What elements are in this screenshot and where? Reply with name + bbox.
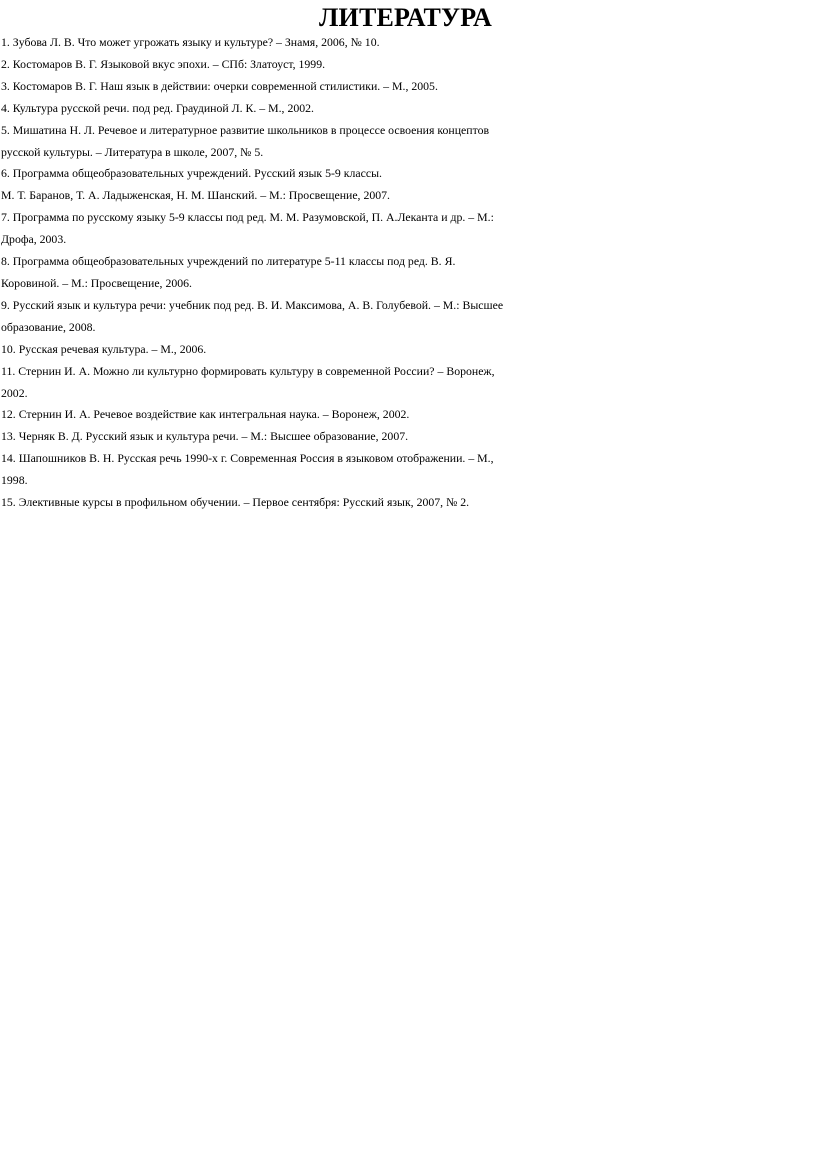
- reference-line: Дрофа, 2003.: [1, 232, 67, 247]
- reference-item: [1, 361, 810, 405]
- reference-item: [1, 32, 810, 54]
- reference-item: [1, 295, 810, 339]
- reference-item: [1, 448, 810, 492]
- reference-line: образование, 2008.: [1, 319, 96, 334]
- reference-item: [1, 120, 810, 164]
- reference-line: Коровиной. – М.: Просвещение, 2006.: [1, 275, 193, 290]
- reference-line: 4. Культура русской речи. под ред. Граудиной Л. К. – М., 2002.: [1, 100, 315, 115]
- reference-line: 3. Костомаров В. Г. Наш язык в действии: очерки современной стилистики. – М., 2005.: [1, 78, 438, 93]
- reference-line: М. Т. Баранов, Т. А. Ладыженская, Н. М. Шанский. – М.: Просвещение, 2007.: [1, 188, 391, 203]
- reference-line: 7. Программа по русскому языку 5-9 классы под ред. М. М. Разумовской, П. А.Леканта и др. – М.:: [1, 210, 494, 225]
- reference-line: 13. Черняк В. Д. Русский язык и культура речи. – М.: Высшее образование, 2007.: [1, 429, 409, 444]
- reference-line: 2002.: [1, 385, 28, 400]
- page-title: ЛИТЕРАТУРА: [318, 3, 493, 32]
- reference-item: [1, 492, 810, 514]
- reference-item: [1, 426, 810, 448]
- reference-line: 10. Русская речевая культура. – М., 2006.: [1, 341, 207, 356]
- reference-line: 9. Русский язык и культура речи: учебник под ред. В. И. Максимова, А. В. Голубевой. – М.: Высшее: [1, 297, 504, 312]
- reference-line: 2. Костомаров В. Г. Языковой вкус эпохи. – СПб: Златоуст, 1999.: [1, 56, 326, 71]
- reference-item: [1, 207, 810, 251]
- reference-line: 12. Стернин И. А. Речевое воздействие как интегральная наука. – Воронеж, 2002.: [1, 407, 410, 422]
- reference-line: 14. Шапошников В. Н. Русская речь 1990-х г. Современная Россия в языковом отображении. – М.,: [1, 451, 494, 466]
- reference-item: [1, 339, 810, 361]
- reference-item: [1, 76, 810, 98]
- reference-line: 15. Элективные курсы в профильном обучении. – Первое сентября: Русский язык, 2007, № 2.: [1, 495, 470, 510]
- reference-line: русской культуры. – Литература в школе, 2007, № 5.: [1, 144, 264, 159]
- reference-item: [1, 404, 810, 426]
- reference-item: [1, 98, 810, 120]
- reference-line: 8. Программа общеобразовательных учреждений по литературе 5-11 классы под ред. В. Я.: [1, 254, 456, 269]
- reference-line: 1998.: [1, 473, 28, 488]
- reference-line: 1. Зубова Л. В. Что может угрожать языку и культуре? – Знамя, 2006, № 10.: [1, 35, 380, 49]
- reference-item: [1, 251, 810, 295]
- reference-item: [1, 163, 810, 207]
- reference-item: [1, 54, 810, 76]
- reference-list: [1, 32, 810, 514]
- reference-line: 6. Программа общеобразовательных учреждений. Русский язык 5-9 классы.: [1, 166, 382, 181]
- reference-line: 11. Стернин И. А. Можно ли культурно формировать культуру в современной России? – Воронеж,: [1, 363, 495, 378]
- reference-line: 5. Мишатина Н. Л. Речевое и литературное развитие школьников в процессе освоения концептов: [1, 122, 490, 137]
